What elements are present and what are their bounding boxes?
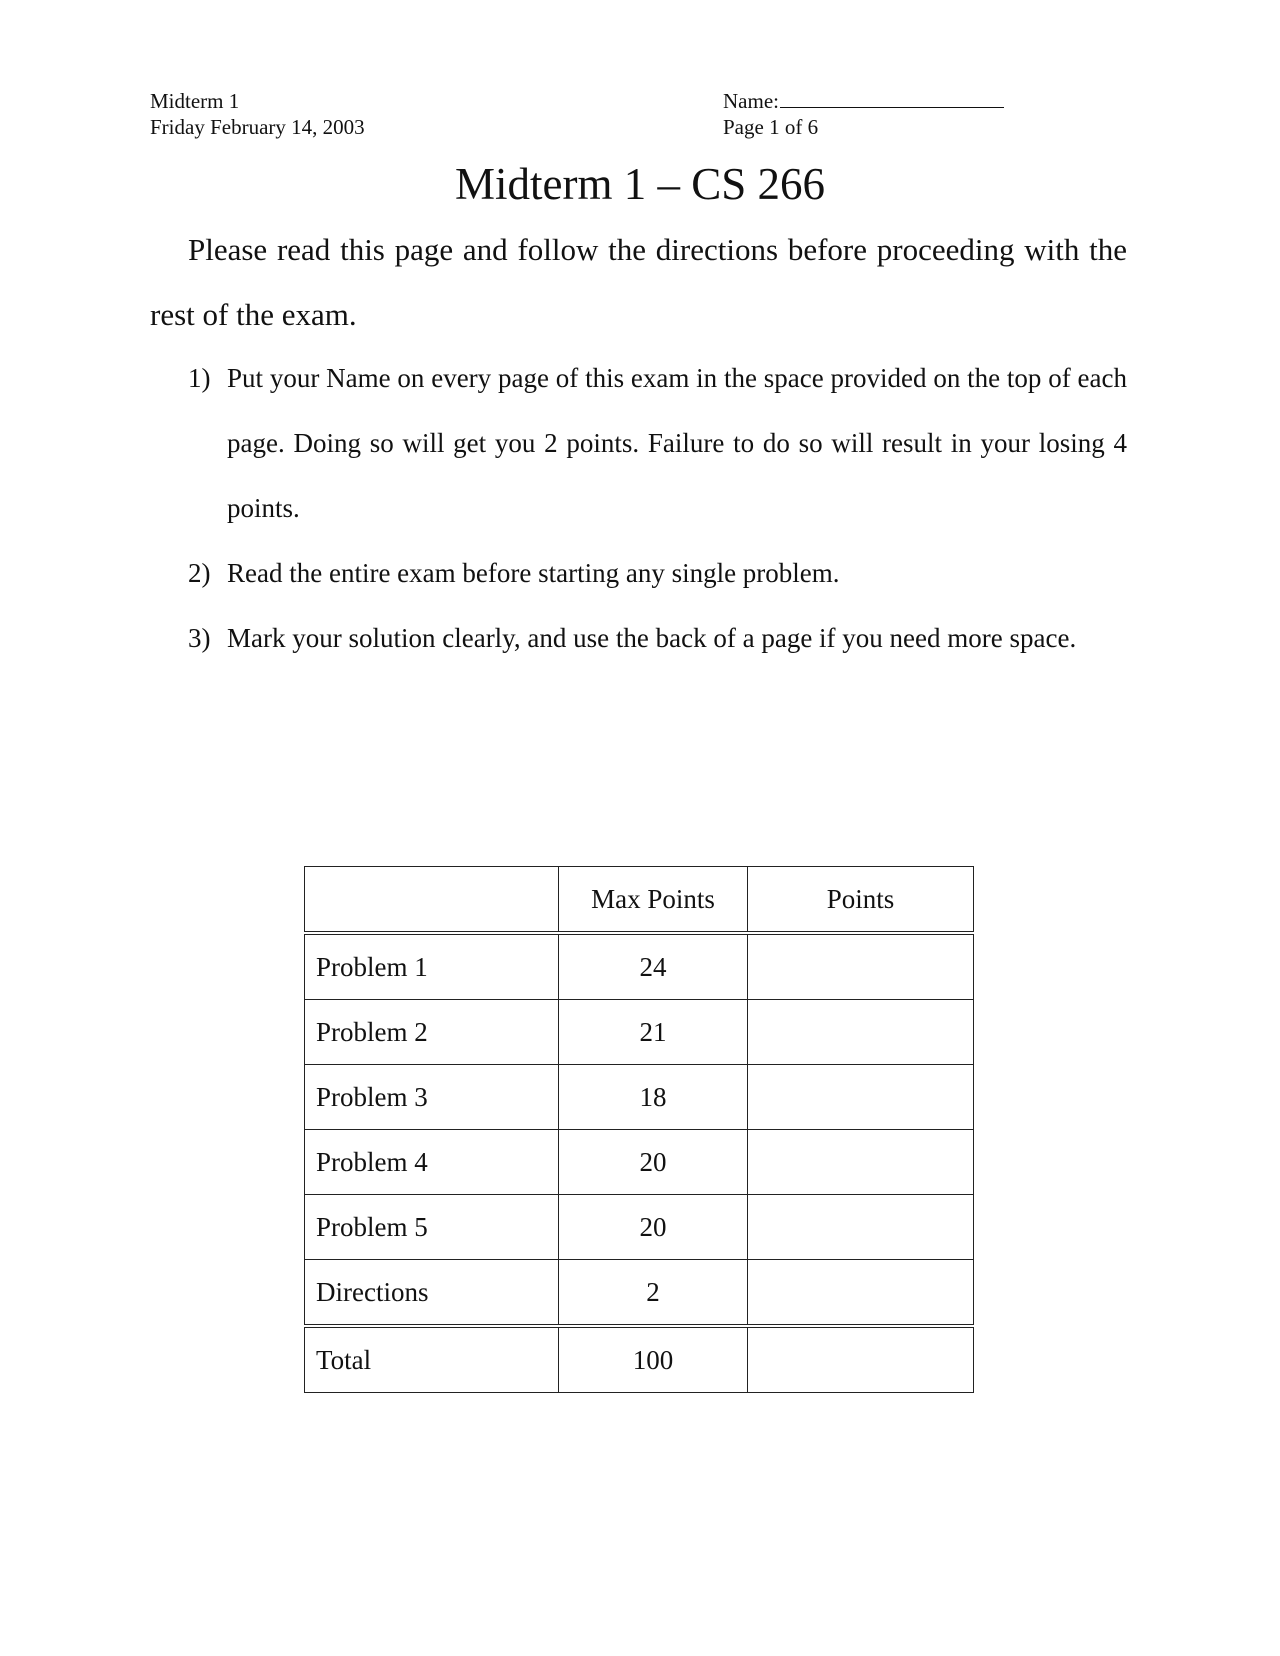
header-cell-points: Points (748, 867, 974, 934)
row-max-points: 18 (559, 1065, 748, 1130)
table-row (305, 1260, 974, 1327)
row-label: Total (305, 1326, 559, 1393)
list-number: 2) (188, 558, 211, 588)
name-field (723, 88, 1004, 114)
row-max-points: 20 (559, 1130, 748, 1195)
header-left (150, 88, 365, 140)
page-number: Page 1 of 6 (723, 115, 819, 139)
row-max-points: 21 (559, 1000, 748, 1065)
row-points (748, 933, 974, 1000)
list-item (150, 541, 1127, 606)
row-label: Problem 2 (305, 1000, 559, 1065)
directions-list (150, 346, 1127, 671)
list-text: Mark your solution clearly, and use the back of a page if you need more space. (227, 623, 1077, 653)
row-points (748, 1065, 974, 1130)
table-row (305, 1000, 974, 1065)
list-text: Read the entire exam before starting any single problem. (227, 558, 840, 588)
row-points (748, 1000, 974, 1065)
row-max-points: 20 (559, 1195, 748, 1260)
name-label: Name: (723, 89, 779, 113)
table-header-row (305, 867, 974, 934)
list-number: 3) (188, 623, 211, 653)
table-total-row (305, 1326, 974, 1393)
table-row (305, 1130, 974, 1195)
row-label: Problem 5 (305, 1195, 559, 1260)
row-label: Problem 4 (305, 1130, 559, 1195)
course-label: Midterm 1 (150, 89, 240, 113)
header-right (723, 88, 1004, 140)
list-item (150, 606, 1127, 671)
row-points (748, 1260, 974, 1327)
intro-paragraph: Please read this page and follow the directions before proceeding with the rest of the exam. (150, 232, 1127, 332)
list-number: 1) (188, 363, 211, 393)
row-points (748, 1130, 974, 1195)
row-points (748, 1326, 974, 1393)
header-cell-blank (305, 867, 559, 934)
table-row (305, 1195, 974, 1260)
row-label: Problem 1 (305, 933, 559, 1000)
list-text: Put your Name on every page of this exam in the space provided on the top of each page. Doing so will get you 2 points. Failure to do so will result in your losing 4 points. (227, 363, 1127, 523)
page-title: Midterm 1 – CS 266 (454, 159, 826, 209)
name-blank-line (780, 89, 1004, 108)
row-points (748, 1195, 974, 1260)
row-label: Directions (305, 1260, 559, 1327)
row-max-points: 100 (559, 1326, 748, 1393)
exam-date: Friday February 14, 2003 (150, 115, 365, 139)
list-item (150, 346, 1127, 541)
row-max-points: 24 (559, 933, 748, 1000)
table-row (305, 1065, 974, 1130)
row-label: Problem 3 (305, 1065, 559, 1130)
header-cell-max-points: Max Points (559, 867, 748, 934)
table-row (305, 933, 974, 1000)
score-table (304, 866, 974, 1393)
row-max-points: 2 (559, 1260, 748, 1327)
